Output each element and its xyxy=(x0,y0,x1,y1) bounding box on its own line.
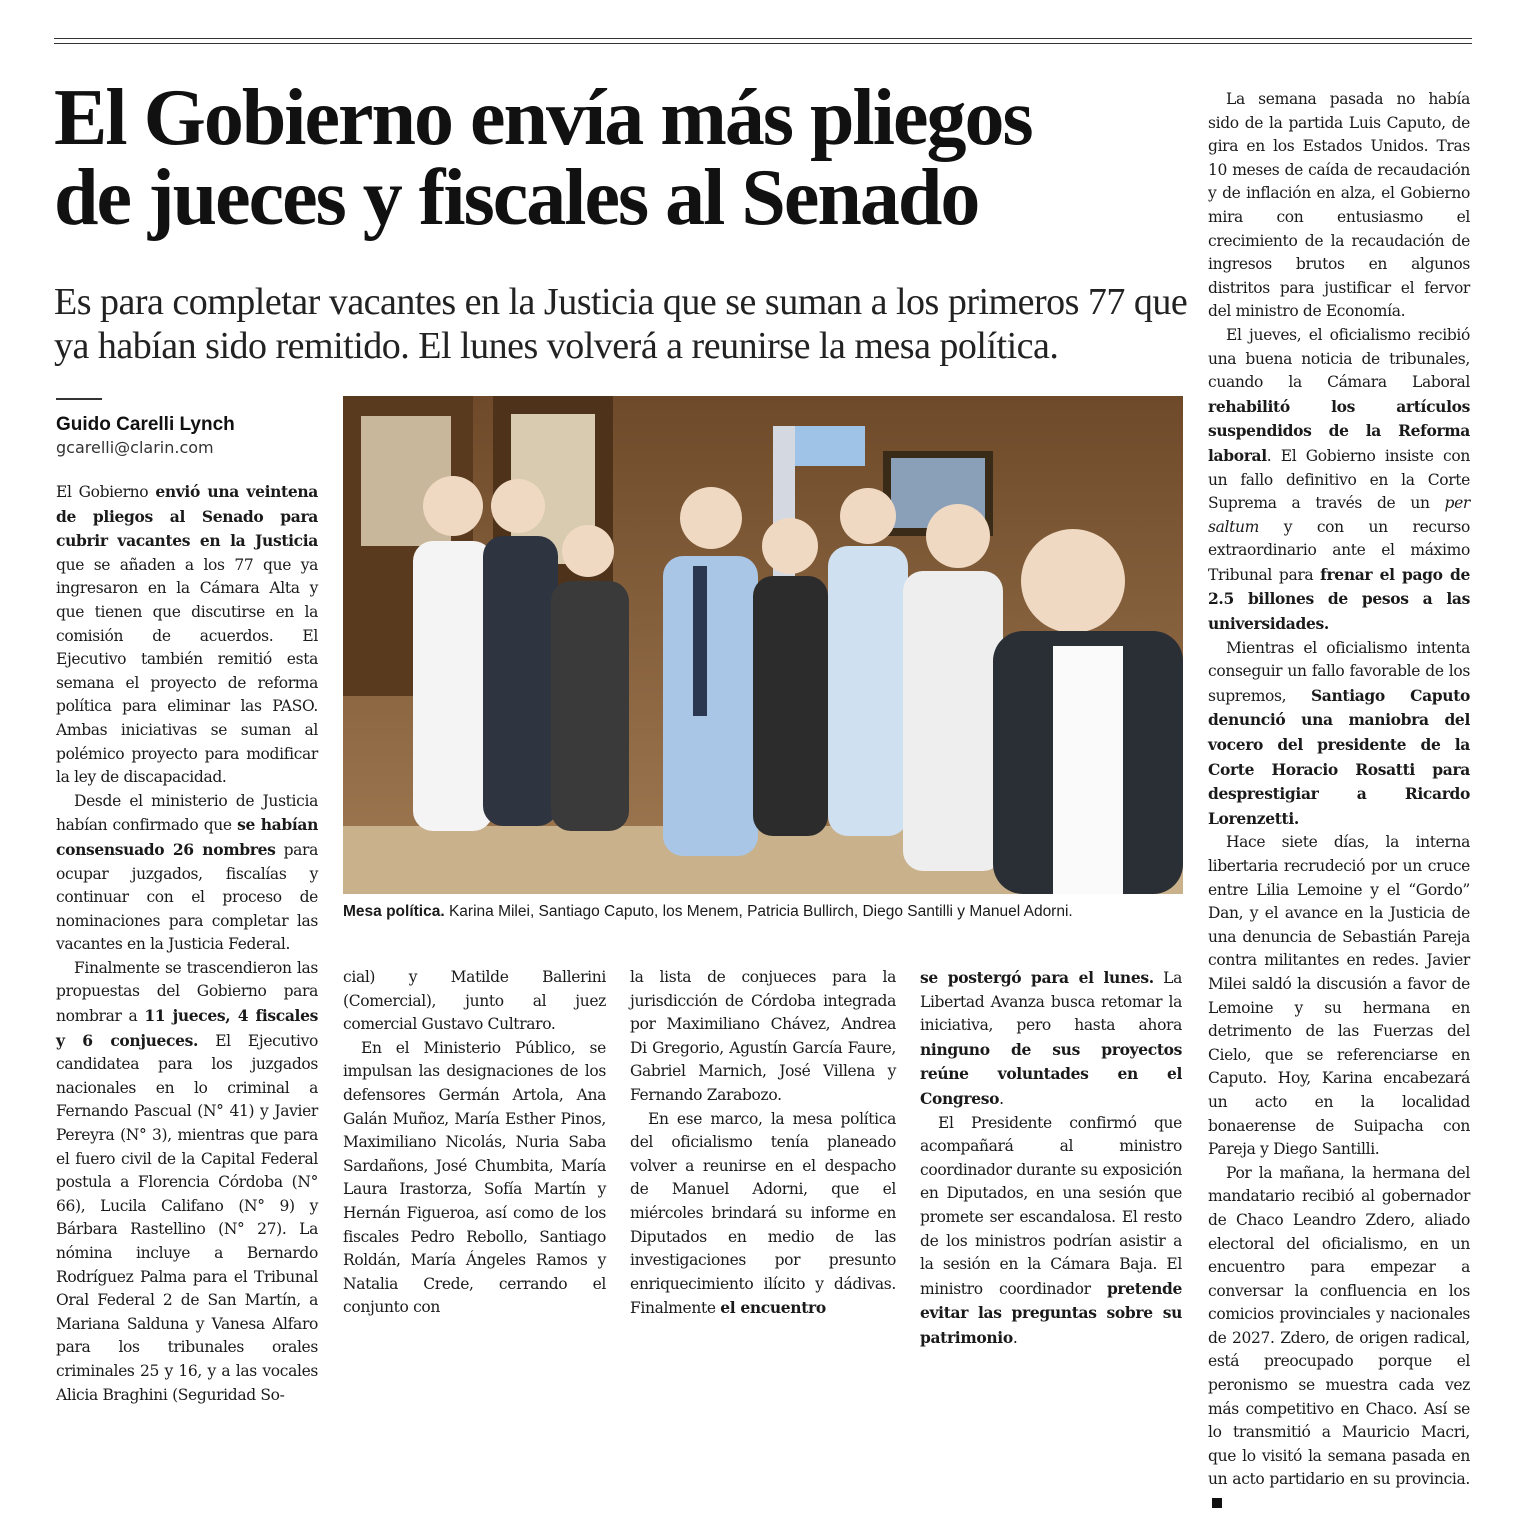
byline-rule xyxy=(56,398,102,400)
headline-line-1: El Gobierno envía más pliegos xyxy=(54,74,1032,162)
text: Finalmente se trascendieron las propuestas del Gobierno para nombrar a xyxy=(56,958,318,1026)
bold-text: frenar el pago de 2.5 billones de pesos a las universidades. xyxy=(1208,564,1471,634)
text: . xyxy=(1012,1328,1018,1347)
column-3 xyxy=(630,966,896,1321)
text: y con un recurso extraordinario ante el máximo Tribunal para xyxy=(1208,517,1470,584)
caption-text: Karina Milei, Santiago Caputo, los Menem, Patricia Bullirch, Diego Santilli y Manuel Adorni. xyxy=(448,903,1073,920)
bold-text: pretende evitar las preguntas sobre su patrimonio xyxy=(920,1278,1182,1347)
paragraph: Hace siete días, la interna libertaria recrudeció por un cruce entre Lilia Lemoine y el “Gordo” Dan, y el avance en la Justicia de una denuncia de Sebastián Pareja contra militantes en redes. Javier Milei saldó la discusión a favor de Lemoine y su hermana en detrimento de las Fuerzas del Cielo, que se referenciarse en Caputo. Hoy, Karina encabezará un acto en la localidad bonaerense de Suipacha con Pareja y Diego Santilli. xyxy=(1208,833,1470,1159)
text: Desde el ministerio de Justicia habían confirmado que xyxy=(56,791,318,835)
bold-text: rehabilitó los artículos suspendidos de la Reforma laboral xyxy=(1208,396,1470,465)
bold-text: el encuentro xyxy=(720,1298,826,1318)
paragraph xyxy=(920,966,1182,1112)
photo-caption xyxy=(343,903,1183,921)
text: El jueves, el oficialismo recibió una buena noticia de tribunales, cuando la Cámara Laboral xyxy=(1208,325,1470,392)
paragraph xyxy=(1208,1162,1470,1516)
headline xyxy=(54,74,1184,242)
top-rule xyxy=(54,38,1472,44)
paragraph: cial) y Matilde Ballerini (Comercial), junto al juez comercial Gustavo Cultraro. xyxy=(343,968,606,1034)
subhead-line-1: Es para completar vacantes en la Justicia que se suman a los primeros 77 que xyxy=(54,281,1188,323)
column-2 xyxy=(343,966,606,1320)
column-4 xyxy=(920,966,1182,1351)
end-mark-icon xyxy=(1212,1498,1222,1508)
bold-text: ninguno de sus proyectos reúne voluntades en el Congreso xyxy=(920,1039,1182,1108)
paragraph xyxy=(1208,637,1470,832)
paragraph xyxy=(56,790,318,957)
text: que se añaden a los 77 que ya ingresaron en la Cámara Alta y que tienen que discutirse en la comisión de acuerdos. El Ejecutivo también remitió esta semana el proyecto de reforma política para eliminar las PASO. Ambas iniciativas se suman al polémico proyecto para modificar la ley de discapacidad. xyxy=(56,555,318,787)
bold-text: se postergó para el lunes. xyxy=(920,968,1154,987)
author-name: Guido Carelli Lynch xyxy=(56,414,235,435)
text: Mientras el oficialismo intenta conseguir un fallo favorable de los supremos, xyxy=(1208,638,1470,705)
bold-text: Santiago Caputo denunció una maniobra del vocero del presidente de la Corte Horacio Rosatti para desprestigiar a Ricardo Lorenzetti. xyxy=(1208,685,1470,828)
text: En ese marco, la mesa política del oficialismo tenía planeado volver a reunirse en el despacho de Manuel Adorni, que el miércoles brindará su informe en Diputados en medio de las investigaciones por presunto enriquecimiento ilícito y dádivas. Finalmente xyxy=(630,1109,896,1318)
text: para ocupar juzgados, fiscalías y continuar con el proceso de nominaciones para completar las vacantes en la Justicia Federal. xyxy=(56,840,318,954)
headline-line-2: de jueces y fiscales al Senado xyxy=(54,154,979,242)
article-photo xyxy=(343,396,1183,894)
text: El Presidente confirmó que acompañará al ministro coordinador durante su exposición en Diputados, en una sesión que promete ser escandalosa. El resto de los ministros podrían asistir a la sesión en la Cámara Baja. El ministro coordinador xyxy=(920,1113,1182,1298)
bold-text: 11 jueces, 4 fiscales y 6 conjueces. xyxy=(56,1006,318,1050)
photo-illustration xyxy=(343,396,1183,894)
paragraph: La semana pasada no había sido de la partida Luis Caputo, de gira en los Estados Unidos. Tras 10 meses de caída de recaudación y de inflación en alza, el Gobierno mira con entusiasmo el crecimiento de la recaudación de ingresos brutos en algunos distritos para justificar el fervor del ministro de Economía. xyxy=(1208,90,1470,321)
text: . El Gobierno insiste con un fallo definitivo en la Corte Suprema a través de un xyxy=(1208,446,1470,513)
paragraph: En el Ministerio Público, se impulsan las designaciones de los defensores Germán Artola, Ana Galán Muñoz, María Esther Pinos, Maximiliano Nicolás, Nuria Saba Sardañons, José Chumbita, María Laura Irastorza, Sofía Martín y Hernán Figueroa, así como de los fiscales Pedro Rebollo, Santiago Roldán, María Ángeles Ramos y Natalia Crede, cerrando el conjunto con xyxy=(343,1038,606,1317)
paragraph xyxy=(56,957,318,1407)
column-5 xyxy=(1208,88,1470,1516)
italic-text: per saltum xyxy=(1208,494,1470,536)
text: . xyxy=(999,1089,1004,1108)
bold-text: envió una veintena de pliegos al Senado para cubrir vacantes en la Justicia xyxy=(56,482,318,551)
text: El Ejecutivo candidatea para los juzgados nacionales en lo criminal a Fernando Pascual (N° 41) y Javier Pereyra (N° 3), mientras que para el fuero civil de la Capital Federal postula a Florencia Córdoba (N° 66), Lucila Califano (N° 9) y Bárbara Rastellino (N° 27). La nómina incluye a Bernardo Rodríguez Palma para el Tribunal Oral Federal 2 de San Martín, a Mariana Salduna y Vanesa Alfaro para los tribunales orales criminales 25 y 16, y a las vocales Alicia Braghini (Seguridad So- xyxy=(56,1031,319,1404)
caption-label: Mesa política. xyxy=(343,903,445,920)
author-email: gcarelli@clarin.com xyxy=(56,438,214,457)
text: El Gobierno xyxy=(56,483,156,501)
text: Por la mañana, la hermana del mandatario recibió al gobernador de Chaco Leandro Zdero, aliado electoral del oficialismo, en un encuentro para empezar a conversar la confluencia en los comicios provinciales y nacionales de 2027. Zdero, de origen radical, está preocupado porque el peronismo se muestra cada vez más competitivo en Chaco. Así se lo transmitió a Mauricio Macri, que lo visitó la semana pasada en un acto partidario en su provincia. xyxy=(1208,1163,1470,1489)
paragraph xyxy=(56,480,318,790)
paragraph xyxy=(920,1112,1182,1351)
bold-text: se habían consensuado 26 nombres xyxy=(56,815,319,859)
text: La Libertad Avanza busca retomar la iniciativa, pero hasta ahora xyxy=(920,969,1182,1035)
subheadline xyxy=(54,280,1194,368)
paragraph xyxy=(630,1108,896,1321)
paragraph xyxy=(1208,324,1470,637)
paragraph: la lista de conjueces para la jurisdicción de Córdoba integrada por Maximiliano Chávez, Andrea Di Gregorio, Agustín García Faure, Gabriel Marnich, José Villena y Fernando Zarabozo. xyxy=(630,968,896,1104)
subhead-line-2: ya habían sido remitido. El lunes volverá a reunirse la mesa política. xyxy=(54,325,1059,367)
column-1 xyxy=(56,480,319,1404)
